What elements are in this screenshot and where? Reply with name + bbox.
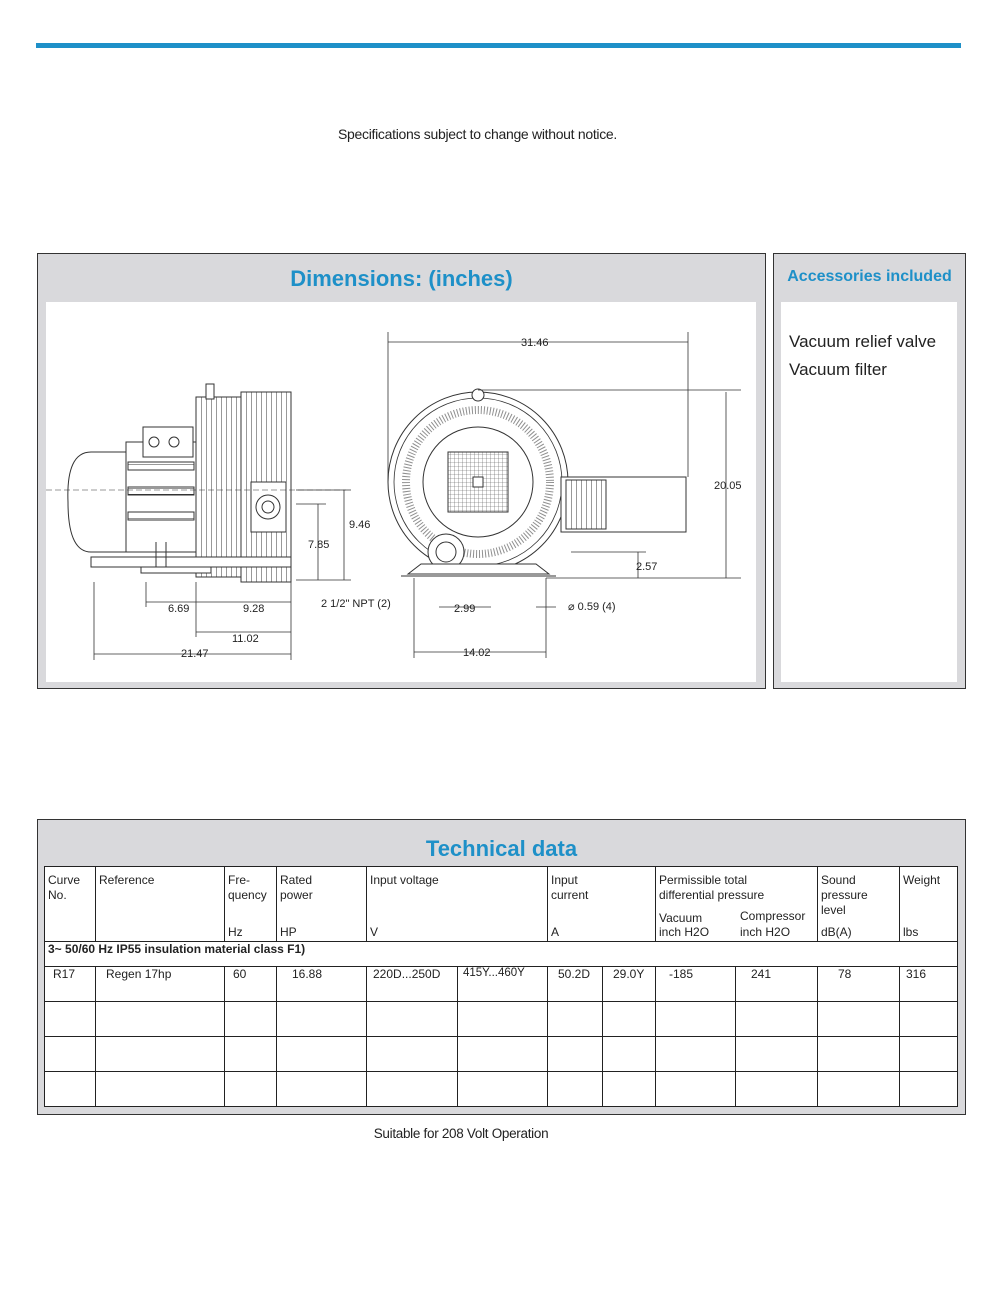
notice-text: Specifications subject to change without notice. bbox=[338, 126, 617, 142]
accessory-vacuum-relief-valve: Vacuum relief valve bbox=[789, 332, 937, 351]
dim-9-46: 9.46 bbox=[349, 519, 371, 531]
accessory-vacuum-filter: Vacuum filter bbox=[789, 360, 887, 379]
header-power-1: Rated bbox=[280, 873, 313, 887]
section-label: 3~ 50/60 Hz IP55 insulation material class F1) bbox=[45, 942, 958, 967]
header-vacuum: Vacuum bbox=[659, 911, 703, 925]
dimensions-drawing-area bbox=[46, 302, 756, 682]
table-row-empty bbox=[45, 1037, 958, 1072]
header-vacuum-unit: inch H2O bbox=[659, 925, 710, 939]
cell-voltage-y: 415Y...460Y bbox=[458, 967, 548, 1002]
header-current-1: Input bbox=[551, 873, 578, 887]
cell-curve: R17 bbox=[45, 967, 96, 1002]
table-header-row bbox=[45, 867, 958, 942]
header-reference: Reference bbox=[99, 873, 155, 887]
header-weight: Weight bbox=[903, 873, 941, 887]
header-sound-1: Sound bbox=[821, 873, 856, 887]
side-view bbox=[46, 384, 346, 582]
cell-current-y: 29.0Y bbox=[603, 967, 656, 1002]
header-voltage: Input voltage bbox=[370, 873, 439, 887]
header-weight-unit: lbs bbox=[903, 925, 919, 939]
header-pressure-1: Permissible total bbox=[659, 873, 748, 887]
accessories-list bbox=[781, 302, 957, 682]
front-view bbox=[388, 389, 686, 576]
dim-6-69: 6.69 bbox=[168, 603, 190, 615]
accessories-title: Accessories included bbox=[787, 268, 952, 285]
dim-11-02: 11.02 bbox=[232, 633, 259, 645]
header-curve-1: Curve bbox=[48, 873, 81, 887]
dim-0-59: ⌀ 0.59 (4) bbox=[568, 601, 616, 613]
dim-2-57: 2.57 bbox=[636, 561, 658, 573]
dim-9-28: 9.28 bbox=[243, 603, 265, 615]
cell-voltage-d: 220D...250D bbox=[367, 967, 458, 1002]
cell-vacuum: -185 bbox=[656, 967, 736, 1002]
dim-14-02: 14.02 bbox=[463, 647, 491, 659]
technical-data-table bbox=[44, 866, 958, 1107]
header-power-2: power bbox=[280, 888, 313, 902]
cell-weight: 316 bbox=[900, 967, 958, 1002]
header-power-unit: HP bbox=[280, 925, 297, 939]
table-row-empty bbox=[45, 1002, 958, 1037]
header-frequency-1: Fre- bbox=[228, 873, 250, 887]
dim-npt: 2 1/2" NPT (2) bbox=[321, 598, 391, 610]
cell-compressor: 241 bbox=[736, 967, 818, 1002]
table-row bbox=[45, 967, 958, 1002]
table-row-empty bbox=[45, 1072, 958, 1107]
header-current-unit: A bbox=[551, 925, 560, 939]
dim-2-99: 2.99 bbox=[454, 603, 476, 615]
header-compressor-unit: inch H2O bbox=[740, 925, 791, 939]
cell-reference: Regen 17hp bbox=[96, 967, 225, 1002]
dimensions-title: Dimensions: (inches) bbox=[290, 266, 513, 291]
dim-20-05: 20.05 bbox=[714, 480, 742, 492]
blower-drawing bbox=[46, 302, 756, 682]
dimensions-panel bbox=[37, 253, 766, 689]
table-section-row bbox=[45, 942, 958, 967]
header-current-2: current bbox=[551, 888, 589, 902]
header-voltage-unit: V bbox=[370, 925, 379, 939]
header-compressor: Compressor bbox=[740, 909, 806, 923]
header-sound-unit: dB(A) bbox=[821, 925, 852, 939]
dim-7-85: 7.85 bbox=[308, 539, 330, 551]
footnote: Suitable for 208 Volt Operation bbox=[373, 1126, 549, 1141]
header-frequency-2: quency bbox=[228, 888, 267, 902]
cell-frequency: 60 bbox=[225, 967, 277, 1002]
header-frequency-unit: Hz bbox=[228, 925, 243, 939]
accessories-panel bbox=[773, 253, 966, 689]
cell-power: 16.88 bbox=[277, 967, 367, 1002]
header-curve-2: No. bbox=[48, 888, 67, 902]
dim-21-47: 21.47 bbox=[181, 648, 209, 660]
technical-data-panel bbox=[37, 819, 966, 1115]
cell-sound: 78 bbox=[818, 967, 900, 1002]
header-sound-3: level bbox=[821, 903, 846, 917]
header-sound-2: pressure bbox=[821, 888, 868, 902]
cell-current-d: 50.2D bbox=[548, 967, 603, 1002]
header-pressure-2: differential pressure bbox=[659, 888, 765, 902]
dim-31-46: 31.46 bbox=[521, 337, 549, 349]
top-accent-line bbox=[36, 43, 961, 48]
technical-data-title: Technical data bbox=[425, 836, 578, 861]
